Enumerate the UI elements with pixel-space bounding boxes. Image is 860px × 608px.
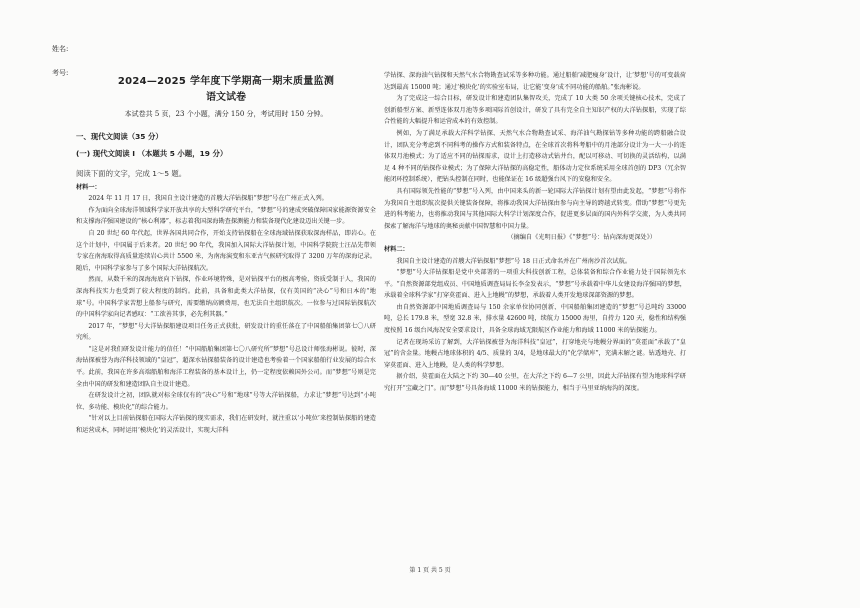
paragraph: 然而，从数千米的深海海底向下钻探，作业环境特殊，是对钻探平台的极高考验，资质受制于人，我国的深海科技实力也受到了较大程度的制约。此前，具备和此类大洋钻探，仅有美国的“决心”号和日本的“地球”号。中国科学家苦想上船参与研究，需要缴纳高额费用，也无法自主组织航次。一位参与过国际钻探航次的中国科学家向记者感叹：“工欲善其事，必先利其器。” — [76, 276, 376, 319]
paragraph: “梦想”号大洋钻探船是党中央部署的一项重大科技创新工程，总体装备和综合作业能力处于国际领先水平。“自然资源部党组成员、中国地质调查局局长李金发表示，“梦想”号承载着中华儿女建设海洋强国的梦想，承载着全球科学家“打穿莫霍面、进入上地幔”的梦想，承载着人类开发地球深部资源的梦想。 — [384, 269, 686, 300]
name-label: 姓名: — [52, 45, 69, 53]
paragraph: 具有国际领先性能的“梦想”号入列，由中国来头的新一轮国际大洋钻探计划有望由此发起，“梦想”号将作为我国自主组织航次提供关键装备保障，将推动我国大洋钻探由参与向主导的跨越式转变。借助“梦想”号更先进的科考能力，也将推动我国与其他国际大科学计划深度合作，促进更多层面的国内外科学交流，为人类共同探索了解海洋与地球的奥秘贡献中国智慧和中国力量。 — [384, 187, 686, 230]
paragraph: 作为面向全球海洋领域科学家开放共享的大型科学研究平台，“梦想”号的建成突破保障国家能源资源安全和支撑海洋强国建设的“核心利器”，标志着我国深海勘查探测能力和装备现代化建设迈出关键一步。 — [76, 206, 376, 226]
reading-prompt: 阅读下面的文字，完成 1～5 题。 — [76, 168, 187, 178]
exam-subject: 语文试卷 — [206, 91, 246, 103]
exam-title: 2024—2025 学年度下学期高一期末质量监测 — [117, 76, 335, 87]
paragraph: 为了完成这一综合目标，研发设计和建造团队集智攻关，完成了 10 大类 50 余项关键核心技术，完成了创新船型方案、新型连体双月池等多项国际首创设计，研发了具有完全自主知识产权的大洋钻探船，实现了综合性能的大幅提升和运营成本的有效控制。 — [384, 95, 686, 126]
exam-instructions: 本试卷共 5 页，23 个小题，满分 150 分，考试用时 150 分钟。 — [124, 110, 328, 119]
subsection-heading: (一) 现代文阅读 Ⅰ （本题共 5 小题，19 分） — [76, 149, 228, 159]
exam-number-label: 考号: — [52, 69, 69, 77]
material-2-label: 材料二： — [384, 245, 409, 253]
paragraph: 我国自主设计建造的首艘大洋钻探船“梦想”号 18 日正式命名并在广州南沙首次试航。 — [396, 257, 632, 265]
paragraph: 2017 年，“梦想”号大洋钻探船建设项目任务正式获批，研发设计的重任落在了中国船舶集团第七〇八研究所。 — [76, 322, 376, 342]
paragraph: 学钻探、深海油气钻探和天然气水合物勘查试采等多种功能。通过船舶‘减肥瘦身’设计，让‘梦想’号的可变载荷达到最高 15000 吨；通过‘模块化’的实验室布局，让它能‘变身’成不同功能的船舶。”张海彬说。 — [384, 72, 686, 91]
paragraph: 记者在现场采访了解到，大洋钻探被誉为海洋科技“皇冠”，打穿地壳与地幔分界面的“莫霍面”承载了“皇冠”的含金量。地幔占地球体积的 4/5、质量的 3/4，是地球最大的“化学储库”，充满未解之谜。钻透地壳、打穿莫霍面、进入上地幔，是人类的科学梦想。 — [384, 338, 686, 369]
paragraph: 2024 年 11 月 17 日，我国自主设计建造的首艘大洋钻探船“梦想”号在广州正式入列。 — [88, 195, 328, 203]
paragraph: 由自然资源部中国地质调查局与 150 余家单位协同创新、中国船舶集团建造的“梦想”号总吨约 33000 吨，总长 179.8 米，型宽 32.8 米，排水量 42600 吨，续航力 15000 海里，自持力 120 天，稳性和结构强度按照 16 级台风海况安全要求设计，具备全球海域无限航区作业能力和海域 11000 米的钻探能力。 — [384, 303, 686, 335]
paragraph: 例如，为了满足承载大洋科学钻探、天然气水合物勘查试采、海洋油气勘探钻等多种功能的跨船融合设计，团队充分考虑到不同科考的操作方式和装备特点，在全球首次将科考船中的月池部分设计为一大一小的连体双月池模式；为了适应不同的钻探需求，设计上打造移动式钻井台，配以可移动、可切换的灵活结构，以满足 4 种不同的钻探作业模式；为了保障大洋钻探的高稳定性，船体动力定位系统采用全球首创的 DP3（冗余智能闭环控制系统），把钻头控制在同时，也能保证在 16 级超强台风下的安稳和安全。 — [384, 129, 686, 184]
paragraph: 在研发设计之初，团队就对标全球仅有的“决心”号和“地球”号等大洋钻探船，力求让“梦想”号达到“小吨位、多功能、模块化”的综合能力。 — [76, 392, 376, 411]
material-1-label: 材料一： — [76, 183, 101, 191]
right-column — [384, 70, 686, 395]
paragraph: 自 20 世纪 60 年代起，世界各国共同合作，开始支持钻探船在全球海域钻探获取深海样品，即岩心。在这个计划中，中国属于后来者。20 世纪 90 年代，我国加入国际大洋钻探计划，中国科学院院士汪品先带领专家在南海取得高质量连续岩心共计 5500 米，为南海演变和东亚古气候研究取得了 3200 万年的深海记录。随后，中国科学家参与了多个国际大洋钻探航次。 — [76, 229, 376, 272]
paragraph: “针对以上目前钻探船在国际大洋钻探的现实需求，我们在研发时，就注重以‘小吨位’来控制钻探船的建造和运营成本，同时运用‘模块化’的灵活设计，实现大洋科 — [76, 415, 376, 435]
left-column — [76, 70, 376, 437]
paragraph: “这是对我们研发设计能力的信任！”中国船舶集团第七〇八研究所“梦想”号总设计师张海彬说。彼时，深海钻探被誉为海洋科技领域的“皇冠”，超深水钻探船装备的设计建造也考验着一个国家船舶行业发展的综合水平。此前，我国在许多高端船舶和海洋工程装备的基本设计上，仍一定程度依赖国外公司。而“梦想”号则是完全由中国的研发和建造团队自主设计建造。 — [76, 345, 376, 388]
source-citation: （摘编自《光明日报》《“梦想”号：钻向深海更深处》） — [507, 234, 656, 242]
paragraph: 据介绍，莫霍面在大陆之下约 30—40 公里，在大洋之下约 6—7 公里，因此大洋钻探有望为地球科学研究打开“宝藏之门”。而“梦想”号具备海域 11000 米的钻探能力，相当于马里亚纳海沟的深度。 — [384, 373, 686, 393]
page-footer: 第 1 页 共 5 页 — [409, 567, 451, 574]
section-heading: 一、现代文阅读（35 分） — [76, 131, 163, 141]
